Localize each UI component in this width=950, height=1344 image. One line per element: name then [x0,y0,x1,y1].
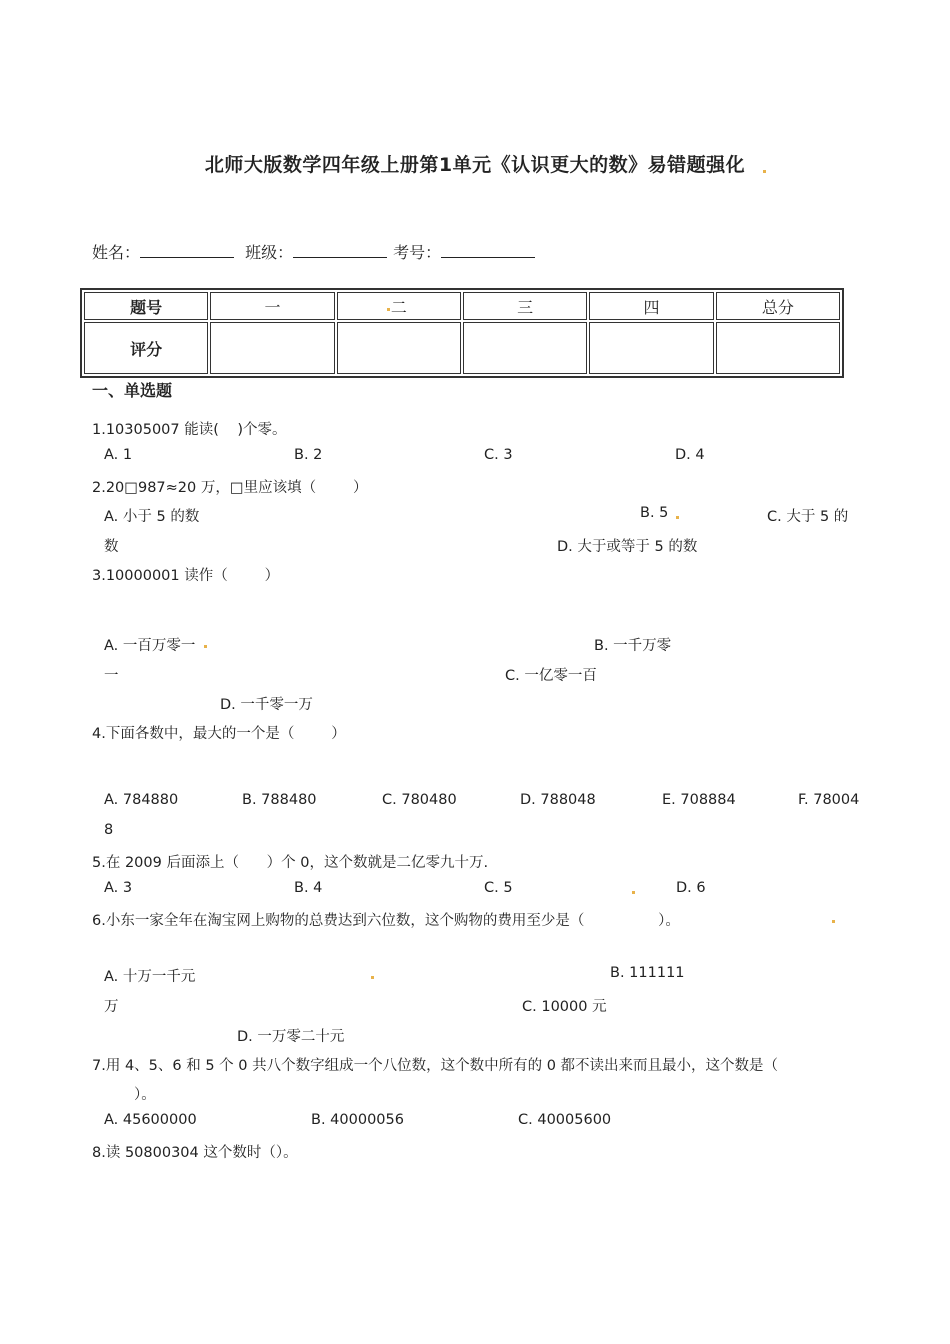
score-cell-4[interactable] [589,322,713,374]
header-cell-total: 总分 [716,292,840,320]
q4-option-d[interactable]: D. 788048 [520,792,596,808]
header-cell-question-number: 题号 [84,292,208,320]
q2-option-a-continued[interactable]: 数 [104,539,119,555]
q6-option-c[interactable]: C. 10000 元 [522,999,607,1015]
score-cell-2[interactable] [337,322,461,374]
exam-number-blank[interactable] [441,241,535,258]
score-cell-1[interactable] [210,322,334,374]
question-3-stem: 3.10000001 读作（ ） [92,568,280,584]
exam-label: 考号： [393,243,442,262]
q1-option-d[interactable]: D. 4 [675,447,705,463]
q5-option-b[interactable]: B. 4 [294,880,323,896]
speckle-dot [676,516,679,519]
q2-option-a[interactable]: A. 小于 5 的数 [104,509,200,525]
q4-option-f[interactable]: F. 78004 [798,792,860,808]
page-title: 北师大版数学四年级上册第1单元《认识更大的数》易错题强化 [204,154,746,176]
question-2-stem: 2.20□987≈20 万，□里应该填（ ） [92,480,368,496]
speckle-dot [371,976,374,979]
class-label: 班级： [245,243,294,262]
q6-option-d[interactable]: D. 一万零二十元 [237,1029,345,1045]
section-heading: 一、单选题 [92,381,173,400]
q3-option-a[interactable]: A. 一百万零一 [104,638,196,654]
q7-option-c[interactable]: C. 40005600 [518,1112,612,1128]
score-row-label: 评分 [84,322,208,374]
header-cell-4: 四 [589,292,713,320]
question-6-stem: 6.小东一家全年在淘宝网上购物的总费达到六位数，这个购物的费用至少是（ ）。 [92,913,680,929]
speckle-dot [763,170,766,173]
speckle-dot [204,645,207,648]
score-table-score-row [84,322,840,374]
class-blank[interactable] [293,241,387,258]
q1-option-b[interactable]: B. 2 [294,447,323,463]
name-blank[interactable] [140,241,234,258]
header-cell-2: 二 [337,292,461,320]
q4-option-e[interactable]: E. 708884 [662,792,736,808]
q7-option-a[interactable]: A. 45600000 [104,1112,197,1128]
question-7-stem-continued: ）。 [134,1087,156,1103]
speckle-dot [632,891,635,894]
q3-option-c[interactable]: C. 一亿零一百 [505,668,597,684]
q7-option-b[interactable]: B. 40000056 [311,1112,404,1128]
q1-option-a[interactable]: A. 1 [104,447,133,463]
q2-option-b[interactable]: B. 5 [640,505,669,521]
q4-option-a[interactable]: A. 784880 [104,792,179,808]
q3-option-d[interactable]: D. 一千零一万 [220,697,313,713]
speckle-dot [387,308,390,311]
header-cell-3: 三 [463,292,587,320]
question-8-stem: 8.读 50800304 这个数时（）。 [92,1145,298,1161]
q5-option-a[interactable]: A. 3 [104,880,133,896]
score-cell-total[interactable] [716,322,840,374]
q4-option-c[interactable]: C. 780480 [382,792,457,808]
q3-option-b-continued[interactable]: 一 [104,668,119,684]
q6-option-a[interactable]: A. 十万一千元 [104,969,196,985]
q2-option-c[interactable]: C. 大于 5 的 [767,509,849,525]
q5-option-c[interactable]: C. 5 [484,880,513,896]
question-5-stem: 5.在 2009 后面添上（ ）个 0，这个数就是二亿零九十万. [92,855,489,871]
q2-option-d[interactable]: D. 大于或等于 5 的数 [557,539,698,555]
name-label: 姓名： [92,243,141,262]
q5-option-d[interactable]: D. 6 [676,880,706,896]
q6-option-b[interactable]: B. 111111 [610,965,685,981]
speckle-dot [832,920,835,923]
score-table-header-row [84,292,840,320]
score-cell-3[interactable] [463,322,587,374]
question-1-stem: 1.10305007 能读( )个零。 [92,422,287,438]
q3-option-b[interactable]: B. 一千万零 [594,638,672,654]
q1-option-c[interactable]: C. 3 [484,447,513,463]
score-table [80,288,844,378]
header-cell-1: 一 [210,292,334,320]
student-info-line [92,240,541,263]
q6-option-b-continued[interactable]: 万 [104,999,119,1015]
question-7-stem: 7.用 4、5、6 和 5 个 0 共八个数字组成一个八位数，这个数中所有的 0 都不读出来而且最小，这个数是（ [92,1058,779,1074]
q4-option-f-continued[interactable]: 8 [104,822,114,838]
question-4-stem: 4.下面各数中，最大的一个是（ ） [92,726,346,742]
q4-option-b[interactable]: B. 788480 [242,792,317,808]
